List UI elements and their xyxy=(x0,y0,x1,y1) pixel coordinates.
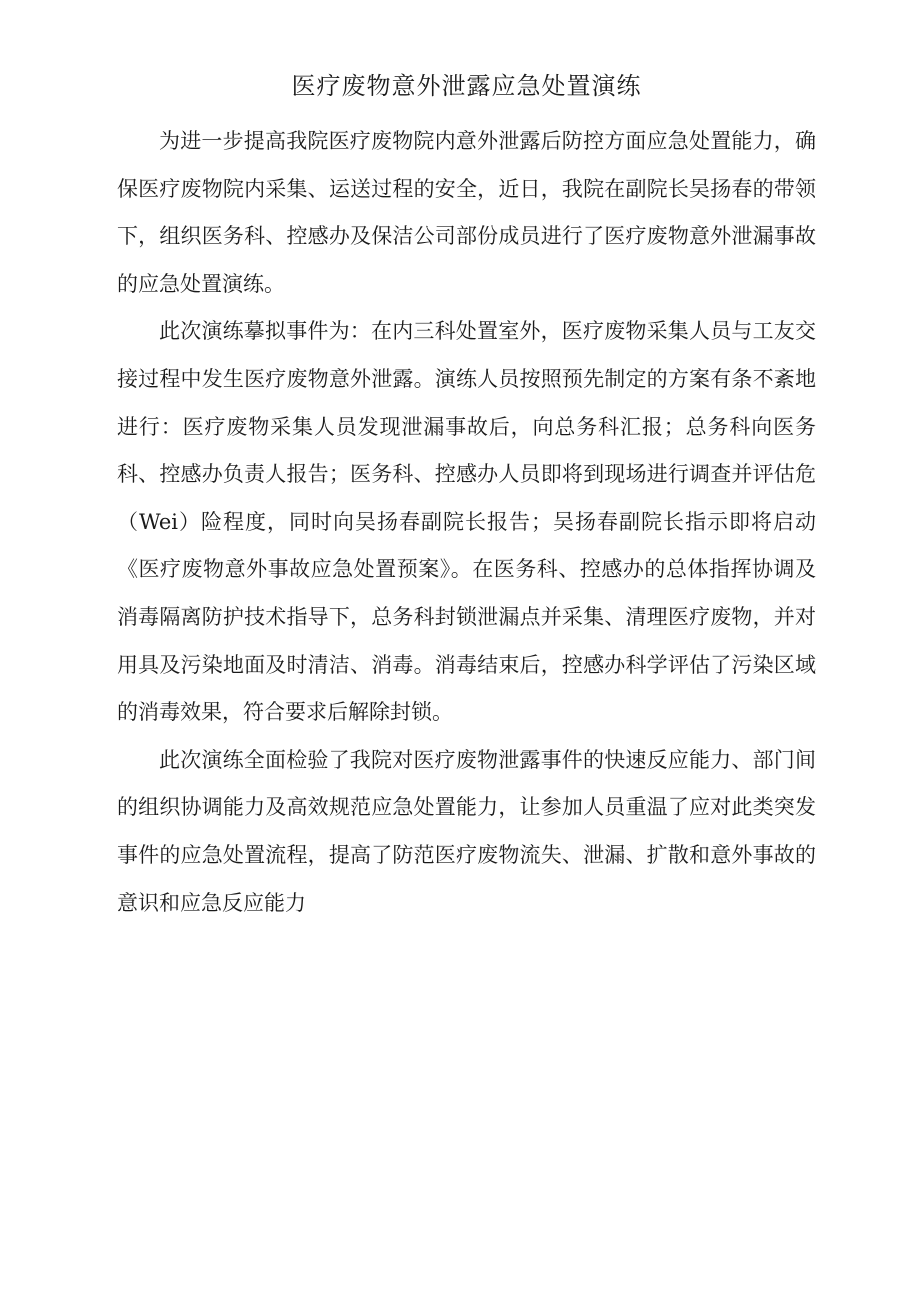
paragraph-conclusion: 此次演练全面检验了我院对医疗废物泄露事件的快速反应能力、部门间的组织协调能力及高效规范应急处置能力，让参加人员重温了应对此类突发事件的应急处置流程，提高了防范医疗废物流失、泄漏、扩散和意外事故的意识和应急反应能力 xyxy=(117,747,816,915)
document-title: 医疗废物意外泄露应急处置演练 xyxy=(291,72,642,100)
paragraph-intro: 为进一步提高我院医疗废物院内意外泄露后防控方面应急处置能力，确保医疗废物院内采集、运送过程的安全，近日，我院在副院长吴扬春的带领下，组织医务科、控感办及保洁公司部份成员进行了医疗废物意外泄漏事故的应急处置演练。 xyxy=(117,129,816,296)
paragraph-drill-process: 此次演练摹拟事件为：在内三科处置室外，医疗废物采集人员与工友交接过程中发生医疗废物意外泄露。演练人员按照预先制定的方案有条不紊地进行：医疗废物采集人员发现泄漏事故后，向总务科汇报；总务科向医务科、控感办负责人报告；医务科、控感办人员即将到现场进行调查并评估危（Wei）险程度，同时向吴扬春副院长报告；吴扬春副院长指示即将启动《医疗废物意外事故应急处置预案》。在医务科、控感办的总体指挥协调及消毒隔离防护技术指导下，总务科封锁泄漏点并采集、清理医疗废物，并对用具及污染地面及时清洁、消毒。消毒结束后，控感办科学评估了污染区域的消毒效果，符合要求后解除封锁。 xyxy=(117,319,816,725)
